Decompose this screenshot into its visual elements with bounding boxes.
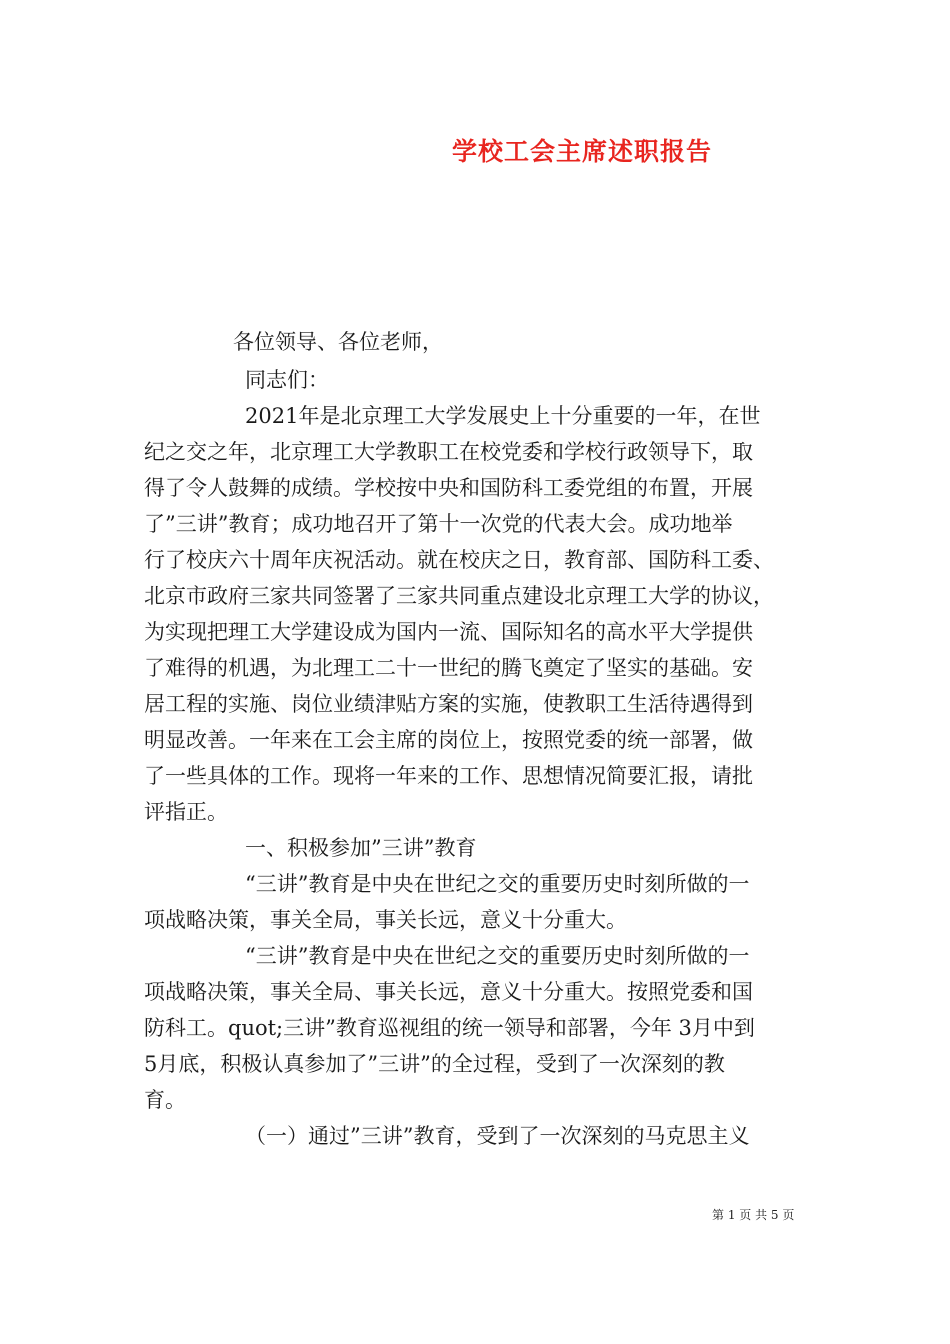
body-line: “三讲”教育是中央在世纪之交的重要历史时刻所做的一 (245, 944, 750, 968)
subsection-heading: （一）通过”三讲”教育，受到了一次深刻的马克思主义 (245, 1124, 750, 1148)
body-line: 了难得的机遇，为北理工二十一世纪的腾飞奠定了坚实的基础。安 (144, 656, 753, 680)
body-line: 纪之交之年，北京理工大学教职工在校党委和学校行政领导下，取 (144, 440, 753, 464)
body-line: 2021年是北京理工大学发展史上十分重要的一年，在世 (245, 404, 761, 428)
body-line: 了一些具体的工作。现将一年来的工作、思想情况简要汇报，请批 (144, 764, 753, 788)
body-line: 同志们： (245, 368, 329, 392)
body-line: 各位领导、各位老师， (233, 330, 443, 354)
body-line: 北京市政府三家共同签署了三家共同重点建设北京理工大学的协议， (144, 584, 774, 608)
body-line: 得了令人鼓舞的成绩。学校按中央和国防科工委党组的布置，开展 (144, 476, 753, 500)
section-heading: 一、积极参加”三讲”教育 (245, 836, 477, 860)
body-line: 行了校庆六十周年庆祝活动。就在校庆之日，教育部、国防科工委、 (144, 548, 774, 572)
page-number: 第 1 页 共 5 页 (712, 1208, 795, 1222)
body-line: 5月底，积极认真参加了”三讲”的全过程，受到了一次深刻的教 (144, 1052, 725, 1076)
body-line: 居工程的实施、岗位业绩津贴方案的实施，使教职工生活待遇得到 (144, 692, 753, 716)
body-line: “三讲”教育是中央在世纪之交的重要历史时刻所做的一 (245, 872, 750, 896)
document-title: 学校工会主席述职报告 (452, 137, 713, 166)
body-line: 明显改善。一年来在工会主席的岗位上，按照党委的统一部署，做 (144, 728, 753, 752)
body-line: 项战略决策，事关全局、事关长远，意义十分重大。按照党委和国 (144, 980, 753, 1004)
body-line: 为实现把理工大学建设成为国内一流、国际知名的高水平大学提供 (144, 620, 753, 644)
body-line: 项战略决策，事关全局，事关长远，意义十分重大。 (144, 908, 627, 932)
body-line: 了”三讲”教育；成功地召开了第十一次党的代表大会。成功地举 (144, 512, 733, 536)
body-line: 育。 (144, 1088, 186, 1112)
body-line: 评指正。 (144, 800, 228, 824)
body-line: 防科工。quot;三讲”教育巡视组的统一领导和部署，今年 3月中到 (144, 1016, 755, 1040)
